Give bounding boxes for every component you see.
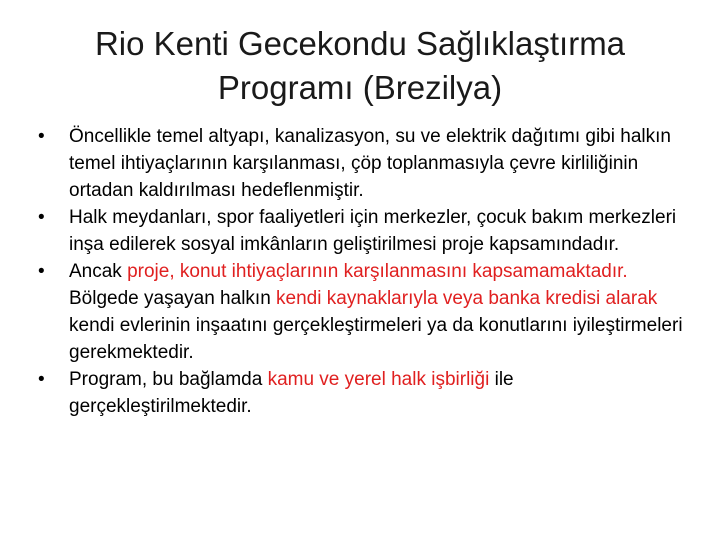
title-line-2: Programı (Brezilya) — [217, 69, 503, 106]
bullet-dot: • — [38, 207, 45, 228]
bullet-dot: • — [38, 369, 45, 390]
bullet-item — [32, 366, 692, 420]
bullet-text: Program, bu bağlamda — [69, 369, 268, 390]
slide-title — [40, 22, 680, 110]
bullet-dot: • — [38, 126, 45, 147]
highlighted-text: kendi kaynaklarıyla veya banka kredisi alarak — [276, 288, 658, 309]
bullet-item — [32, 258, 692, 366]
highlighted-text: kamu ve yerel halk işbirliği — [267, 369, 490, 390]
bullet-text: Ancak — [69, 261, 128, 282]
title-line-1: Rio Kenti Gecekondu Sağlıklaştırma — [94, 25, 626, 62]
bullet-list — [32, 123, 692, 420]
bullet-text: Halk meydanları, spor faaliyetleri için merkezler, çocuk bakım merkezleri inşa edilerek sosyal imkânların geliştirilmesi proje kapsamındadır. — [69, 207, 677, 255]
bullet-dot: • — [38, 261, 45, 282]
bullet-item — [32, 204, 692, 258]
bullet-text: Öncellikle temel altyapı, kanalizasyon, su ve elektrik dağıtımı gibi halkın temel ihtiyaçlarının karşılanması, çöp toplanmasıyla çevre kirliliğinin ortadan kaldırılması hedeflenmiştir. — [69, 126, 671, 201]
bullet-text: Bölgede yaşayan halkın — [69, 288, 277, 309]
bullet-item — [32, 123, 692, 204]
highlighted-text: proje, konut ihtiyaçlarının karşılanmasını kapsamamaktadır. — [127, 261, 628, 282]
bullet-text: ile gerçekleştirilmektedir. — [69, 369, 514, 417]
bullet-text: kendi evlerinin inşaatını gerçekleştirmeleri ya da konutlarını iyileştirmeleri gerekmektedir. — [69, 315, 683, 363]
